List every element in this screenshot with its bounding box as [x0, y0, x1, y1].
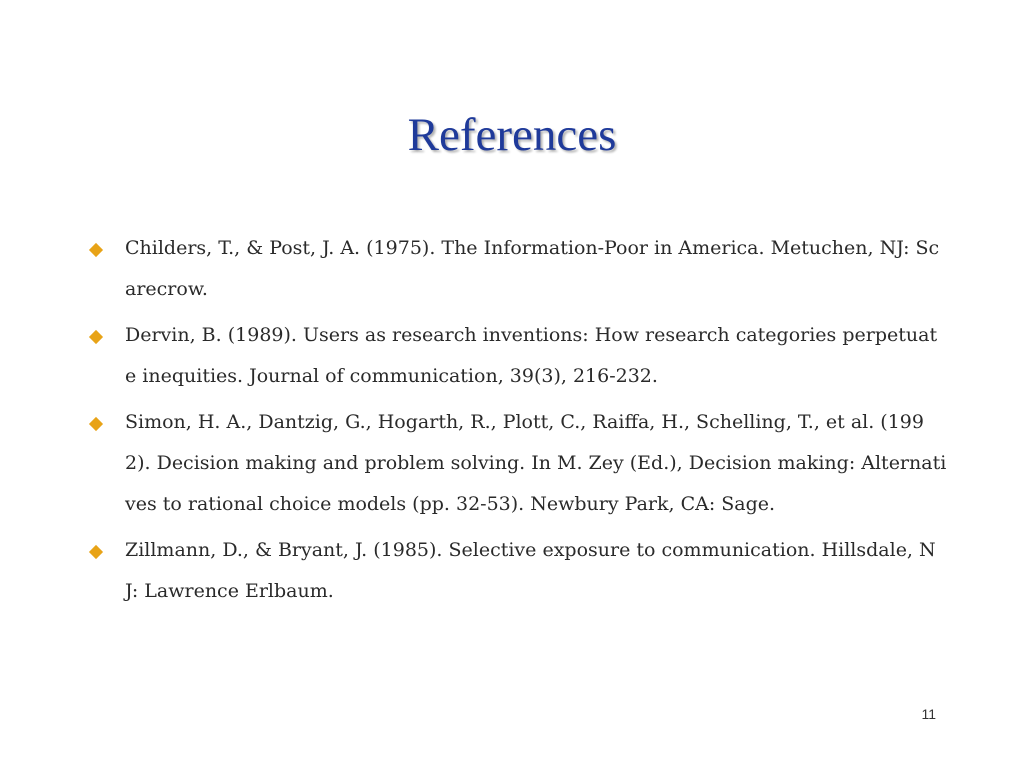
list-item — [88, 315, 948, 397]
reference-text: Zillmann, D., & Bryant, J. (1985). Selective exposure to communication. Hillsdale, NJ: Lawrence Erlbaum. — [125, 539, 936, 602]
list-item — [88, 228, 948, 310]
diamond-bullet-icon — [89, 330, 103, 344]
list-item — [88, 402, 948, 525]
page-number: 11 — [921, 706, 936, 722]
diamond-bullet-icon — [89, 243, 103, 257]
reference-list — [88, 228, 948, 617]
slide-title: References — [407, 109, 617, 161]
diamond-bullet-icon — [89, 545, 103, 559]
reference-text: Simon, H. A., Dantzig, G., Hogarth, R., Plott, C., Raiffa, H., Schelling, T., et al. (1992). Decision making and problem solving. In M. Zey (Ed.), Decision making: Alternatives to rational choice models (pp. 32-53). Newbury Park, CA: Sage. — [125, 411, 947, 515]
reference-text: Childers, T., & Post, J. A. (1975). The Information-Poor in America. Metuchen, NJ: Scarecrow. — [125, 237, 940, 300]
diamond-bullet-icon — [89, 417, 103, 431]
list-item — [88, 530, 948, 612]
reference-text: Dervin, B. (1989). Users as research inventions: How research categories perpetuate inequities. Journal of communication, 39(3), 216-232. — [125, 324, 938, 387]
